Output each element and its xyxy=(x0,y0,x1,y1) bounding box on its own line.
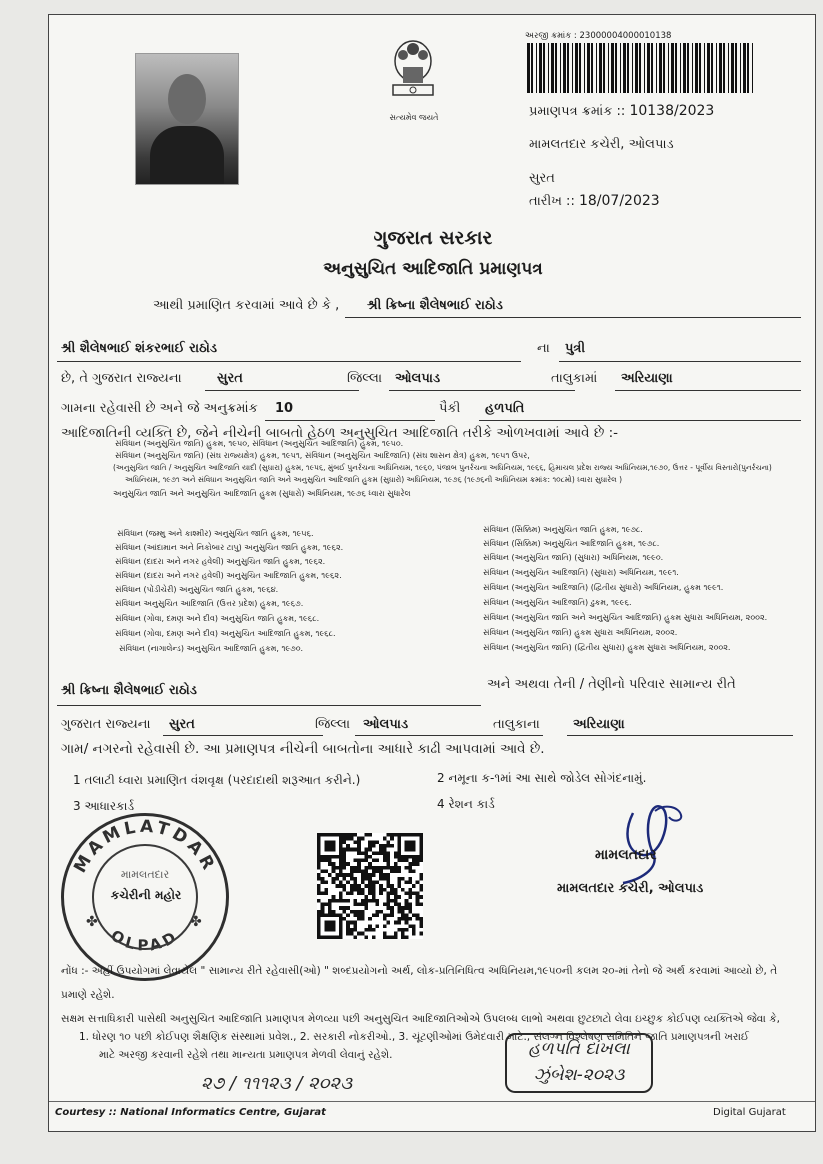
order-right: સંવિધાન (અનુસુચિત જાતિ અને અનુસુચિત આદિજાતિ) હુકમ સુધારા અધિનિયમ, ૨૦૦૨. xyxy=(483,613,768,622)
handwritten-inward-number: ૨૭ / ૧૧૧૨૩ / ૨૦૨૩ xyxy=(201,1073,353,1094)
tribe-name: હળપતિ xyxy=(485,401,525,416)
order-left: સંવિધાન (નાગાલેન્ડ) અનુસુચિત આદિજાતિ હુકમ, ૧૯૭૦. xyxy=(119,644,304,653)
note-eligibility-end: માટે અરજી કરવાની રહેશે તથા માન્યતા પ્રમાણપત્ર મેળવી લેવાનું રહેશે. xyxy=(99,1049,393,1061)
order-right: સંવિધાન (અનુસુચિત જાતિ) હુકમ સુધારા અધિનિયમ, ૨૦૦૨. xyxy=(483,628,678,637)
father-name: શ્રી શૈલેષભાઈ શંકરભાઈ રાઠોડ xyxy=(61,341,218,356)
order-left: સંવિધાન (આંદામાન અને નિકોબાર ટાપુ) અનુસુચિત જાતિ હુકમ, ૧૯૬૨. xyxy=(115,543,344,552)
note-eligibility-items: 1. ધોરણ ૧૦ પછી કોઈપણ શૈક્ષણિક સંસ્થામાં પ્રવેશ., 2. સરકારી નોકરીઓ., 3. ચૂંટણીઓમાં ઉમેદવારી માટે., સંલગ્ન વિશ્લેષણ સમિતિને જાતિ પ્રમાણપત્રની ખરાઈ xyxy=(79,1031,749,1043)
svg-text:✤: ✤ xyxy=(86,914,98,930)
taluka-value: ઓલપાડ xyxy=(395,371,441,386)
order-right: સંવિધાન (સિક્કિમ) અનુસુચિત આદિજાતિ હુકમ, ૧૯૭૮. xyxy=(483,539,660,548)
issuing-city: સુરત xyxy=(529,171,555,186)
applicant-name: શ્રી ક્રિષ્ના શૈલેષભાઈ રાઠોડ xyxy=(367,298,503,313)
order-right: સંવિધાન (અનુસુચિત આદિજાતિ) (દ્વિતીય સુધારો) અધિનિયમ, હુકમ ૧૯૯૧. xyxy=(483,583,724,592)
document-item: 3 આધારકાર્ડ xyxy=(73,799,135,813)
order-left: સંવિધાન (ગોવા, દમણ અને દીવ) અનુસુચિત જાતિ હુકમ, ૧૯૬૮. xyxy=(115,614,320,623)
relation-connector: ના xyxy=(537,341,550,356)
svg-text:OLPAD: OLPAD xyxy=(107,926,183,955)
footer-courtesy: Courtesy :: National Informatics Centre, Gujarat xyxy=(55,1107,326,1118)
order-right: સંવિધાન (અનુસુચિત આદિજાતિ) ઢુકમ, ૧૯૯૬. xyxy=(483,598,632,607)
barcode-icon xyxy=(525,43,757,93)
office-seal-stamp xyxy=(61,813,229,981)
issue-date: તારીખ :: 18/07/2023 xyxy=(529,193,660,209)
certificate-number: પ્રમાણપત્ર ક્રમાંક :: 10138/2023 xyxy=(529,103,715,119)
order-left: સંવિધાન (પોંડીચેરી) અનુસુચિત જાતિ હુકમ, ૧૯૬૪. xyxy=(115,585,279,594)
order-right: સંવિધાન (અનુસુચિત જાતિ) (દ્વિતીય સુધારા) હુકમ સુધારા અધિનિયમ, ૨૦૦૨. xyxy=(483,643,731,652)
certificate-sheet xyxy=(48,14,816,1132)
note-eligibility: સક્ષમ સત્તાધિકારી પાસેથી અનુસુચિત આદિજાતિ પ્રમાણપત્ર મેળવ્યા પછી અનુસુચિત આદિજાતિઓએ ઉપલબ્ધ લાભો અથવા છુટછાટો લેવા ઇચ્છુક કોઈપણ વ્યક્તિએ જેવા કે, xyxy=(61,1013,780,1025)
certificate-title: અનુસુચિત આદિજાતિ પ્રમાણપત્ર xyxy=(323,259,543,279)
order-right: સંવિધાન (અનુસુચિત આદિજાતિ) (સુધારા) અધિનિયમ, ૧૯૯૧. xyxy=(483,568,679,577)
photo-body xyxy=(150,126,224,184)
residence-clause: અને અથવા તેની / તેણીનો પરિવાર સામાન્ય રીતે xyxy=(487,677,736,692)
application-number: અરજી ક્રમાંક : 23000004000010138 xyxy=(525,31,672,41)
order-right: સંવિધાન (સિક્કિમ) અનુસુચિત જાતિ હુકમ, ૧૯૭૮. xyxy=(483,525,643,534)
qr-code-icon xyxy=(317,833,423,939)
taluka-label: તાલુકામાં xyxy=(551,371,598,386)
taluka-value-2: ઓલપાડ xyxy=(363,717,409,732)
order-left: સંવિધાન (ગોવા, દમણ અને દીવ) અનુસુચિત આદિજાતિ હુકમ, ૧૯૬૮. xyxy=(115,629,336,638)
note-residency-cont: પ્રમાણે રહેશે. xyxy=(61,989,115,1001)
village-value-2: અરિયાણા xyxy=(573,717,625,732)
document-item: 4 રેશન કાર્ડ xyxy=(437,797,495,811)
order-right: સંવિધાન (અનુસુચિત જાતિ) (સુધારા) અધિનિયમ, ૧૯૯૦. xyxy=(483,553,664,562)
serial-number: 10 xyxy=(275,401,294,416)
order-line: સંવિધાન (અનુસુચિત જાતિ) (સંઘ રાજ્યક્ષેત્ર) હુકમ, ૧૯૫૧, સંવિધાન (અનુસુચિત આદિજાતિ) (સંઘ શાસન ક્ષેત્ર) હુકમ, ૧૯૫૧ ઉપર, xyxy=(115,451,530,460)
signatory-designation: મામલતદાર xyxy=(595,847,657,863)
order-left: સંવિધાન (દાદરા અને નગર હવેલી) અનુસુચિત આદિજાતિ હુકમ, ૧૯૬૨. xyxy=(115,571,342,580)
district-label-2: જિલ્લા xyxy=(315,717,351,732)
footer-brand: Digital Gujarat xyxy=(713,1107,786,1118)
signatory-office: મામલતદાર કચેરી, ઓલપાડ xyxy=(557,881,704,896)
order-line: અનુસુચિત જાતિ અને અનુસુચિત આદિજાતિ હુકમ (સુધારો) અધિનિયમ, ૧૯૭૬ ધ્વારા સુધારેલ xyxy=(113,489,411,498)
applicant-photo xyxy=(135,53,239,185)
order-line: અધિનિયમ, ૧૯૭૧ અને સંવિધાન અનુસુચિત જાતિ અને અનુસુચિત આદિજાતિ હુકમ (સુધારો) અધિનિયમ, ૧૯૭૬ (૧૯૭૬ની અધિનિયમ ક્રમાંક: ૧૦૮મો) ધ્વારા સુધારેલ ) xyxy=(125,475,623,484)
order-left: સંવિધાન (જમ્મુ અને કાશ્મીર) અનુસુચિત જાતિ હુકમ, ૧૯૫૬. xyxy=(117,529,314,538)
order-line: સંવિધાન (અનુસુચિત જાતિ) હુકમ, ૧૯૫૦, સંવિધાન (અનુસુચિત આદિજાતિ) હુકમ, ૧૯૫૦. xyxy=(115,439,404,448)
certify-text: આથી પ્રમાણિત કરવામાં આવે છે કે , xyxy=(153,298,340,313)
seal-inner-ring: મામલતદાર કચેરીની મહોર xyxy=(92,844,198,950)
svg-text:MAMLATDAR: MAMLATDAR xyxy=(70,816,220,877)
order-left: સંવિધાન અનુસુચિત આદિજાતિ (ઉત્તર પ્રદેશ) હુકમ, ૧૯૬૭. xyxy=(115,599,304,608)
national-emblem-icon xyxy=(385,31,441,103)
village-value: અરિયાણા xyxy=(621,371,673,386)
applicant-name-repeat: શ્રી ક્રિષ્ના શૈલેષભાઈ રાઠોડ xyxy=(61,683,197,698)
document-item: 1 તલાટી ધ્વારા પ્રમાણિત વંશવૃક્ષ (પરદાદાથી શરૂઆત કરીને.) xyxy=(73,773,361,787)
order-line: (અનુસુચિત જાતિ / અનુસુચિત આદિજાતિ યાદી (સુધારા) હુકમ, ૧૯૫૬, મુંબઈ પુનર્રચના અધિનિયમ, ૧૯૬૦, પંજાબ પુનર્રચના અધિનિયમ, ૧૯૬૬, હિમાચલ પ્રદેશ રાજ્ય અધિનિયમ,૧૯૭૦, ઉત્તર - પૂર્વીય વિસ્તારો(પુનર્રચના) xyxy=(113,463,772,472)
government-title: ગુજરાત સરકાર xyxy=(373,227,493,249)
taluka-label-2: તાલુકાના xyxy=(493,717,540,732)
basis-statement: ગામ/ નગરનો રહેવાસી છે. આ પ્રમાણપત્ર નીચેની બાબતોના આધારે કાઢી આપવામાં આવે છે. xyxy=(61,741,545,757)
emblem-caption: સત્યમેવ જયતે xyxy=(389,113,439,122)
svg-text:✤: ✤ xyxy=(190,914,202,930)
district-label: જિલ્લા xyxy=(347,371,383,386)
district-value-2: સુરત xyxy=(169,717,195,732)
order-left: સંવિધાન (દાદરા અને નગર હવેલી) અનુસુચિત જાતિ હુકમ, ૧૯૬૨. xyxy=(115,557,326,566)
relation: પુત્રી xyxy=(565,341,586,356)
state-prefix-2: ગુજરાત રાજ્યના xyxy=(61,717,151,732)
tribe-statement: આદિજાતિની વ્યક્તિ છે, જેને નીચેની બાબતો હેઠળ અનુસુચિત આદિજાતિ તરીકે ઓળખવામાં આવે છે :- xyxy=(61,425,619,441)
document-item: 2 નમૂના ક-૧માં આ સાથે જોડેલ સોગંદનામું. xyxy=(437,771,647,785)
issuing-office: મામલતદાર કચેરી, ઓલપાડ xyxy=(529,137,674,152)
photo-face xyxy=(168,74,206,124)
note-residency: નોંધ :- અહીં ઉપયોગમાં લેવાયેલ " સામાન્ય રીતે રહેવાસી(ઓ) " શબ્દપ્રયોગનો અર્થ, લોક-પ્રતિનિધિત્વ અધિનિયમ,૧૯૫૦ની કલમ ૨૦-માં તેનો જે અર્થ કરવામાં આવ્યો છે, તે xyxy=(61,965,778,977)
district-value: સુરત xyxy=(217,371,243,386)
state-prefix: છે, તે ગુજરાત રાજ્યના xyxy=(61,371,182,386)
paiki-label: પૈકી xyxy=(439,401,461,416)
handwritten-campaign-stamp: હળપતિ દાખલા ઝુંબેશ-૨૦૨૩ xyxy=(505,1033,653,1093)
signature-icon xyxy=(603,793,699,889)
village-prefix: ગામના રહેવાસી છે અને જે અનુક્રમાંક xyxy=(61,401,258,416)
